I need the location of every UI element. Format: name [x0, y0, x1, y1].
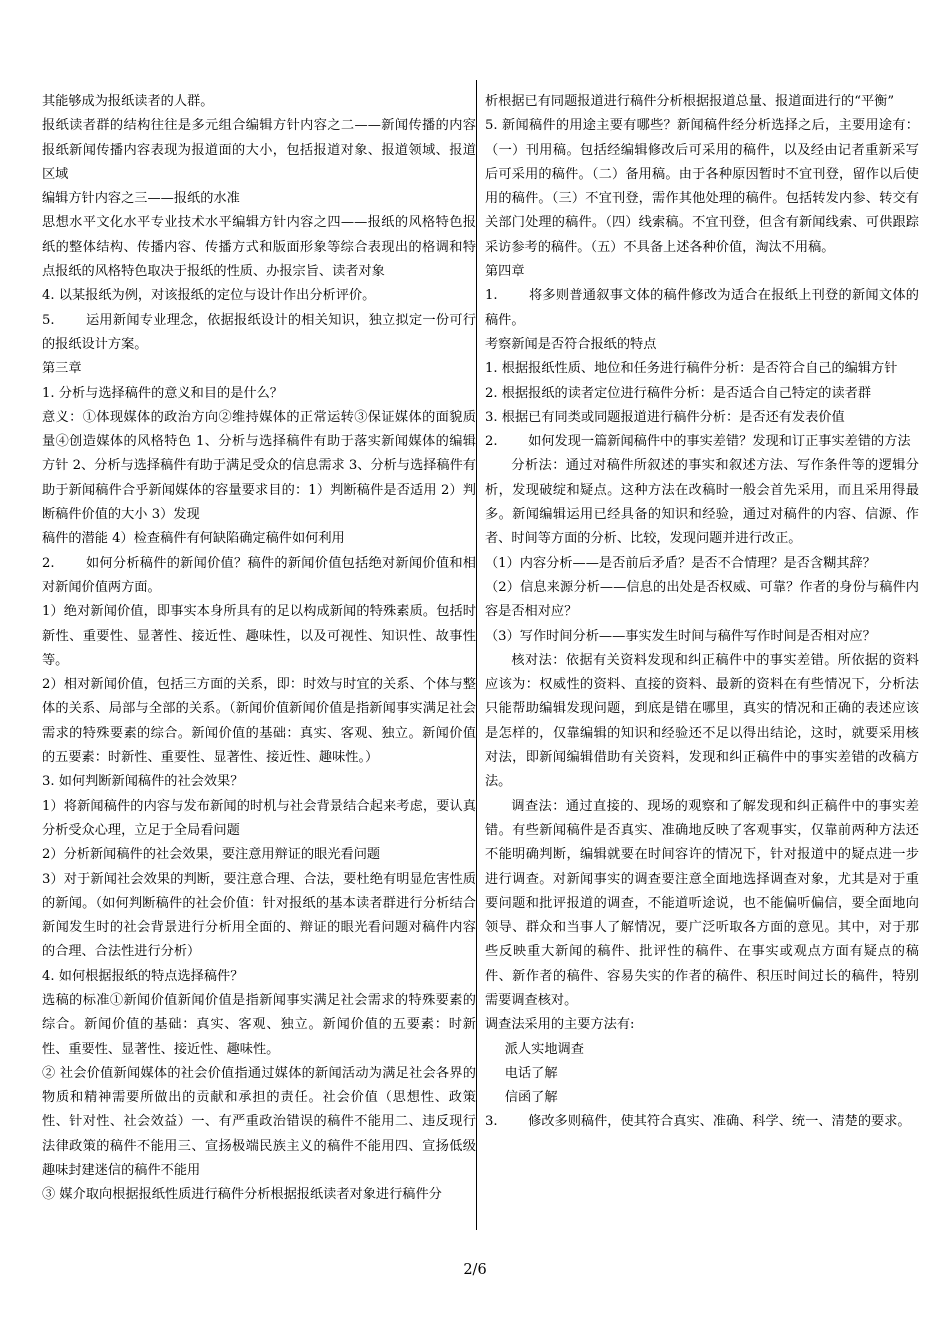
paragraph: 其能够成为报纸读者的人群。 [42, 94, 214, 109]
list-item: （3）写作时间分析——事实发生时间与稿件写作时间是否相对应？ [485, 628, 876, 644]
question-item: 1. 分析与选择稿件的意义和目的是什么？ [42, 385, 283, 401]
list-item: 派人实地调查 [504, 1041, 584, 1057]
paragraph: 选稿的标准①新闻价值新闻价值是指新闻事实满足社会需求的特殊要素的综合。新闻价值的基础：真实、客观、独立。新闻价值的五要素：时新性、重要性、显著性、接近性、趣味性。 [42, 992, 476, 1057]
question-item: 3. 如何判断新闻稿件的社会效果？ [42, 774, 244, 790]
list-item: （1）内容分析——是否前后矛盾？是否不合情理？是否含糊其辞？ [485, 555, 876, 571]
paragraph: 1）绝对新闻价值，即事实本身所具有的足以构成新闻的特殊素质。包括时新性、重要性、显著性、接近性、趣味性，以及可视性、知识性、故事性等。 [42, 604, 476, 668]
paragraph: 分析法：通过对稿件所叙述的事实和叙述方法、写作条件等的逻辑分析，发现破绽和疑点。这种方法在改稿时一般会首先采用，而且采用得最多。新闻编辑运用已经具备的知识和经验，通过对稿件的内容、信源、作者、时间等方面的分析、比较，发现问题并进行改正。 [485, 458, 919, 547]
column-divider [476, 80, 477, 1230]
question-item: 5. 新闻稿件的用途主要有哪些？新闻稿件经分析选择之后，主要用途有：（一）刊用稿。包括经编辑修改后可采用的稿件，以及经由记者重新采写后可采用的稿件。（二）备用稿。由于各种原因暂时不宜刊登，留作以后使用的稿件。（三）不宜刊登，需作其他处理的稿件。包括转发内参、转交有关部门处理的稿件。（四）线索稿。不宜刊登，但含有新闻线索、可供跟踪采访参考的稿件。（五）不具备上述各种价值，淘汰不用稿。 [485, 118, 919, 255]
chapter-heading: 第四章 [485, 264, 525, 280]
paragraph: 考察新闻是否符合报纸的特点 [485, 336, 657, 352]
paragraph: 析根据已有同题报道进行稿件分析根据报道总量、报道面进行的“平衡” [485, 94, 895, 109]
paragraph: 2）相对新闻价值，包括三方面的关系，即：时效与时宜的关系、个体与整体的关系、局部与全部的关系。（新闻价值新闻价值是指新闻事实满足社会需求的特殊要素的综合。新闻价值的基础：真实、客观、独立。新闻价值的五要素：时新性、重要性、显著性、接近性、趣味性。） [42, 677, 476, 766]
right-column [485, 90, 919, 1135]
paragraph: 调查法采用的主要方法有: [485, 1017, 635, 1033]
paragraph: 3）对于新闻社会效果的判断，要注意合理、合法，要杜绝有明显危害性质的新闻。（如何判断稿件的社会价值：针对报纸的基本读者群进行分析结合新闻发生时的社会背景进行分析用全面的、辩证的眼光看问题对稿件内容的合理、合法性进行分析） [42, 871, 476, 960]
list-item: 3. 根据已有同类或同题报道进行稿件分析：是否还有发表价值 [485, 409, 845, 425]
list-item: 1. 根据报纸性质、地位和任务进行稿件分析：是否符合自己的编辑方针 [485, 361, 898, 377]
list-item: 2. 根据报纸的读者定位进行稿件分析：是否适合自己特定的读者群 [485, 385, 872, 401]
question-item: 5. 运用新闻专业理念，依据报纸设计的相关知识，独立拟定一份可行的报纸设计方案。 [42, 312, 476, 352]
paragraph: 意义：①体现媒体的政治方向②维持媒体的正常运转③保证媒体的面貌质量④创造媒体的风格特色 1、分析与选择稿件有助于落实新闻媒体的编辑方针 2、分析与选择稿件有助于满足受众的信息需求 3、分析与选择稿件有助于新闻稿件合乎新闻媒体的容量要求目的：1）判断稿件是否适用 2）判断稿件价值的大小 3）发现 [42, 409, 476, 523]
list-item: （2）信息来源分析——信息的出处是否权威、可靠？作者的身份与稿件内容是否相对应？ [485, 579, 919, 620]
list-item: 信函了解 [504, 1090, 558, 1106]
chapter-heading: 第三章 [42, 361, 82, 377]
left-column [42, 90, 476, 1208]
paragraph: 稿件的潜能 4）检查稿件有何缺陷确定稿件如何利用 [42, 531, 345, 547]
paragraph: 1）将新闻稿件的内容与发布新闻的时机与社会背景结合起来考虑，要认真分析受众心理，立足于全局看问题 [42, 798, 476, 838]
paragraph: 核对法：依据有关资料发现和纠正稿件中的事实差错。所依据的资料应该为：权威性的资料、直接的资料、最新的资料在有些情况下，分析法只能帮助编辑发现问题，到底是错在哪里，真实的情况和正确的表述应该是怎样的，仅靠编辑的知识和经验还不足以得出结论，这时，就要采用核对法，即新闻编辑借助有关资料，发现和纠正稿件中的事实差错的改稿方法。 [485, 652, 919, 790]
paragraph: 报纸读者群的结构往往是多元组合编辑方针内容之二——新闻传播的内容报纸新闻传播内容表现为报道面的大小，包括报道对象、报道领域、报道区域 [42, 118, 476, 182]
paragraph: 调查法：通过直接的、现场的观察和了解发现和纠正稿件中的事实差错。有些新闻稿件是否真实、准确地反映了客观事实，仅靠前两种方法还不能明确判断，编辑就要在时间容许的情况下，针对报道中的疑点进一步进行调查。对新闻事实的调查要注意全面地选择调查对象，尤其是对于重要问题和批评报道的调查，不能道听途说，也不能偏听偏信，要全面地向领导、群众和当事人了解情况，要广泛听取各方面的意见。其中，对于那些反映重大新闻的稿件、批评性的稿件、在事实或观点方面有疑点的稿件、新作者的稿件、容易失实的作者的稿件、积压时间过长的稿件，特别需要调查核对。 [485, 798, 919, 1008]
question-item: 2. 如何发现一篇新闻稿件中的事实差错？发现和订正事实差错的方法 [485, 434, 911, 450]
paragraph: 编辑方针内容之三——报纸的水准 [42, 191, 240, 207]
question-item: 3. 修改多则稿件，使其符合真实、准确、科学、统一、清楚的要求。 [485, 1114, 911, 1130]
question-item: 2. 如何分析稿件的新闻价值？稿件的新闻价值包括绝对新闻价值和相对新闻价值两方面。 [42, 555, 476, 595]
question-item: 1. 将多则普通叙事文体的稿件修改为适合在报纸上刊登的新闻文体的稿件。 [485, 288, 919, 328]
paragraph: 2）分析新闻稿件的社会效果，要注意用辩证的眼光看问题 [42, 847, 381, 863]
question-item: 4. 如何根据报纸的特点选择稿件？ [42, 968, 244, 984]
question-item: 4. 以某报纸为例，对该报纸的定位与设计作出分析评价。 [42, 288, 376, 304]
paragraph: ② 社会价值新闻媒体的社会价值指通过媒体的新闻活动为满足社会各界的物质和精神需要所做出的贡献和承担的责任。社会价值（思想性、政策性、针对性、社会效益）一、有严重政治错误的稿件不能用二、违反现行法律政策的稿件不能用三、宣扬极端民族主义的稿件不能用四、宣扬低级趣味封建迷信的稿件不能用 [42, 1065, 476, 1179]
list-item: 电话了解 [504, 1065, 558, 1081]
paragraph: ③ 媒介取向根据报纸性质进行稿件分析根据报纸读者对象进行稿件分 [42, 1187, 442, 1203]
page-number: 2/6 [463, 1262, 487, 1278]
paragraph: 思想水平文化水平专业技术水平编辑方针内容之四——报纸的风格特色报纸的整体结构、传播内容、传播方式和版面形象等综合表现出的格调和特点报纸的风格特色取决于报纸的性质、办报宗旨、读者对象 [42, 215, 476, 280]
